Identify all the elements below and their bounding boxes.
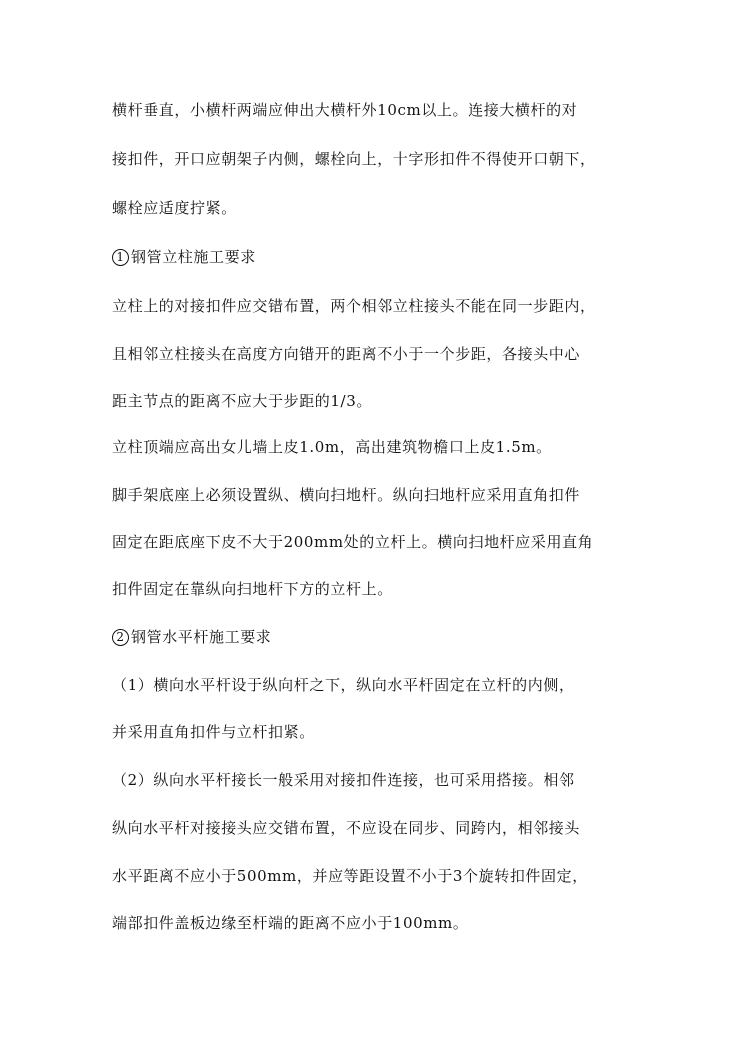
circled-number: 2 [112, 629, 129, 646]
text-line: 纵向水平杆对接接头应交错布置，不应设在同步、同跨内，相邻接头 [112, 819, 581, 837]
section-title: 钢管水平杆施工要求 [131, 628, 272, 646]
text-line: （1）横向水平杆设于纵向杆之下，纵向水平杆固定在立杆的内侧， [112, 676, 575, 694]
text-line: （2）纵向水平杆接长一般采用对接扣件连接，也可采用搭接。相邻 [112, 771, 575, 789]
text-line: 距主节点的距离不应大于步距的1/3。 [112, 392, 372, 410]
section-heading-2 [112, 627, 271, 647]
text-line: 端部扣件盖板边缘至杆端的距离不应小于100mm。 [112, 914, 469, 932]
text-line: 接扣件，开口应朝架子内侧，螺栓向上，十字形扣件不得使开口朝下， [112, 150, 596, 168]
text-line: 横杆垂直，小横杆两端应伸出大横杆外10cm以上。连接大横杆的对 [112, 101, 578, 119]
section-heading-1 [112, 247, 256, 267]
section-title: 钢管立柱施工要求 [131, 248, 256, 266]
text-line: 水平距离不应小于500mm，并应等距设置不小于3个旋转扣件固定， [112, 867, 588, 885]
text-line: 螺栓应适度拧紧。 [112, 199, 237, 217]
text-line: 并采用直角扣件与立杆扣紧。 [112, 723, 315, 741]
text-line: 扣件固定在靠纵向扫地杆下方的立杆上。 [112, 580, 393, 598]
text-line: 且相邻立柱接头在高度方向错开的距离不小于一个步距，各接头中心 [112, 345, 581, 363]
text-line: 脚手架底座上必须设置纵、横向扫地杆。纵向扫地杆应采用直角扣件 [112, 486, 581, 504]
circled-number: 1 [112, 249, 129, 266]
text-line: 立柱上的对接扣件应交错布置，两个相邻立柱接头不能在同一步距内， [112, 297, 596, 315]
text-line: 立柱顶端应高出女儿墙上皮1.0m，高出建筑物檐口上皮1.5m。 [112, 438, 552, 456]
text-line: 固定在距底座下皮不大于200mm处的立杆上。横向扫地杆应采用直角 [112, 533, 594, 551]
